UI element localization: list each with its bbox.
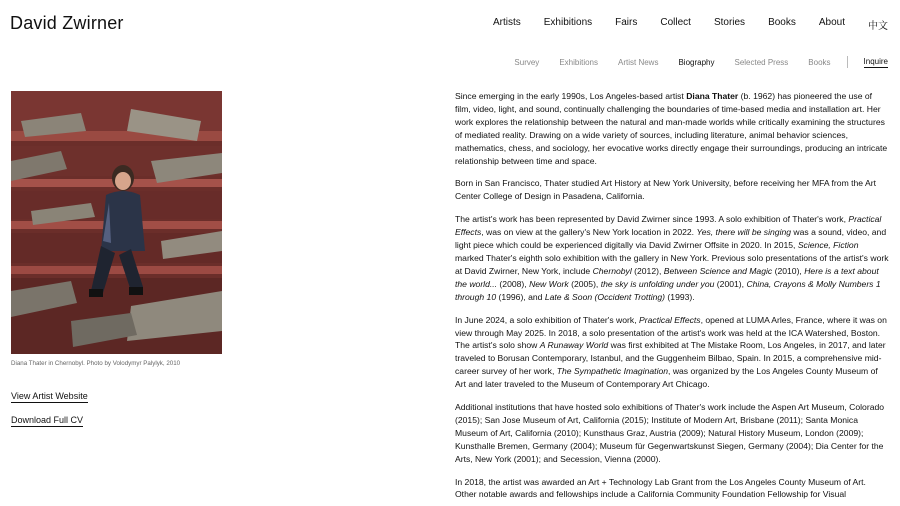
inquire-link[interactable]: Inquire (863, 56, 888, 66)
bio-text: , was organized by the Los Angeles County Museum of Art and later traveled to the Museum of Contemporary Art Chicago. (455, 366, 878, 390)
bio-text: In June 2024, a solo exhibition of Thater's work, (455, 314, 639, 325)
nav-chinese[interactable]: 中文 (868, 21, 888, 32)
download-cv-link[interactable]: Download Full CV (11, 415, 84, 425)
bio-text: marked Thater's eighth solo exhibition with the gallery in New York. Previous solo presentations of the artist's work at David Zwirner, New York, include (455, 252, 889, 276)
bio-paragraph (455, 476, 889, 502)
bio-text: Since emerging in the early 1990s, Los Angeles-based artist (455, 91, 687, 101)
bio-text: The artist's work has been represented by David Zwirner since 1993. A solo exhibition of Thater's work, (455, 214, 849, 225)
bio-text: (1993). (665, 291, 695, 302)
bio-text: , opened at LUMA Arles, France, where it was on view through May 2025. In 2018, a solo presentation of the artist's work was held at the ICA Watershed, Boston. The artist's solo show (455, 314, 887, 351)
bio-text: (2012), (631, 265, 664, 276)
bio-text: (1996), and (496, 291, 545, 302)
bio-text: was a sound, video, and light piece which could be experienced digitally via David Zwirner Offsite in 2020. In 2015, (455, 227, 887, 251)
nav-books[interactable]: Books (768, 17, 796, 28)
bio-text: Additional institutions that have hosted solo exhibitions of Thater's work include the Aspen Art Museum, Colorado (2015); San Jose Museum of Art, California (2015); Institute of Modern Art, Brisbane (2011); Santa Monica Museum of Art, California (2010); Kunsthaus Graz, Austria (2009); Natural History Museum, London (2009); Kunsthalle Bremen, Germany (2004); Museum für Gegenwartskunst Siegen, Germany (2004); Dia Center for the Arts, New York (2001); and Secession, Vienna (2000). (455, 402, 885, 464)
work-title: China, Crayons & Molly Numbers 1 through 10 (455, 278, 881, 302)
work-title: Here is a text about the world... (455, 265, 879, 289)
nav-stories[interactable]: Stories (713, 17, 746, 28)
bio-paragraph (455, 177, 889, 203)
bio-text: (2005), (568, 278, 601, 289)
work-title: Between Science and Magic (663, 265, 773, 276)
tab-survey[interactable]: Survey (514, 57, 540, 67)
bio-paragraph (455, 401, 889, 466)
nav-artists[interactable]: Artists (492, 17, 521, 28)
artist-photo-illustration (11, 91, 222, 354)
tab-selected-press[interactable]: Selected Press (734, 57, 789, 67)
bio-text: (2010), (772, 265, 805, 276)
view-artist-website-link[interactable]: View Artist Website (11, 391, 88, 401)
bio-paragraph (455, 213, 889, 303)
artist-name: Diana Thater (686, 91, 739, 101)
work-title: Chernobyl (592, 265, 632, 276)
artist-photo (11, 91, 222, 354)
work-title: The Sympathetic Imagination (556, 366, 669, 377)
main-nav (470, 17, 888, 32)
work-title: Late & Soon (Occident Trotting) (544, 291, 666, 302)
bio-text: (2001), (714, 278, 747, 289)
bio-text: (2008), (497, 278, 530, 289)
work-title: New Work (529, 278, 569, 289)
nav-about[interactable]: About (818, 17, 845, 28)
work-title: Practical Effects (455, 214, 882, 238)
tab-artist-news[interactable]: Artist News (618, 57, 659, 67)
artist-subnav (494, 56, 888, 68)
nav-exhibitions[interactable]: Exhibitions (543, 17, 593, 28)
work-title: the sky is unfolding under you (600, 278, 715, 289)
tab-exhibitions[interactable]: Exhibitions (559, 57, 598, 67)
bio-text: Born in San Francisco, Thater studied Art History at New York University, before receiving her MFA from the Art Center College of Design in Pasadena, California. (455, 178, 876, 202)
bio-paragraph (455, 90, 889, 167)
bio-paragraph (455, 314, 889, 391)
nav-collect[interactable]: Collect (660, 17, 691, 28)
nav-fairs[interactable]: Fairs (615, 17, 638, 28)
work-title: A Runaway World (539, 340, 609, 351)
bio-text: was first exhibited at The Mistake Room, Los Angeles, in 2017, and later traveled to Borusan Contemporary, Istanbul, and the Guggenheim Bilbao, Spain. In 2015, a comprehensive mid-career survey of her work, (455, 340, 886, 377)
bio-text: In 2018, the artist was awarded an Art + Technology Lab Grant from the Los Angeles County Museum of Art. Other notable awards and fellowships include a California Community Foundation Fellowship for Visual (455, 476, 866, 500)
work-title: Science, Fiction (797, 240, 859, 251)
bio-text: (b. 1962) has pioneered the use of film, video, light, and sound, continually challenging the boundaries of time-based media and installation art. Her work explores the relationship between the natural and man-made worlds while critically examining the structures of mediated reality. Drawing on a wide variety of sources, including literature, animal behavior sciences, mathematics, chess, and sociology, her evocative works directly engage their surroundings, producing an intricate relationship between time and space. (455, 91, 888, 166)
biography-text (455, 90, 889, 506)
subnav-divider (847, 56, 848, 68)
tab-books[interactable]: Books (808, 57, 831, 67)
work-title: Yes, there will be singing (696, 227, 792, 238)
work-title: Practical Effects (638, 314, 701, 325)
photo-caption: Diana Thater in Chernobyl. Photo by Volodymyr Palylyk, 2010 (11, 360, 181, 367)
site-logo[interactable]: David Zwirner (10, 13, 124, 33)
bio-text: , was on view at the gallery's New York location in 2022. (481, 227, 697, 238)
tab-biography[interactable]: Biography (678, 57, 715, 67)
